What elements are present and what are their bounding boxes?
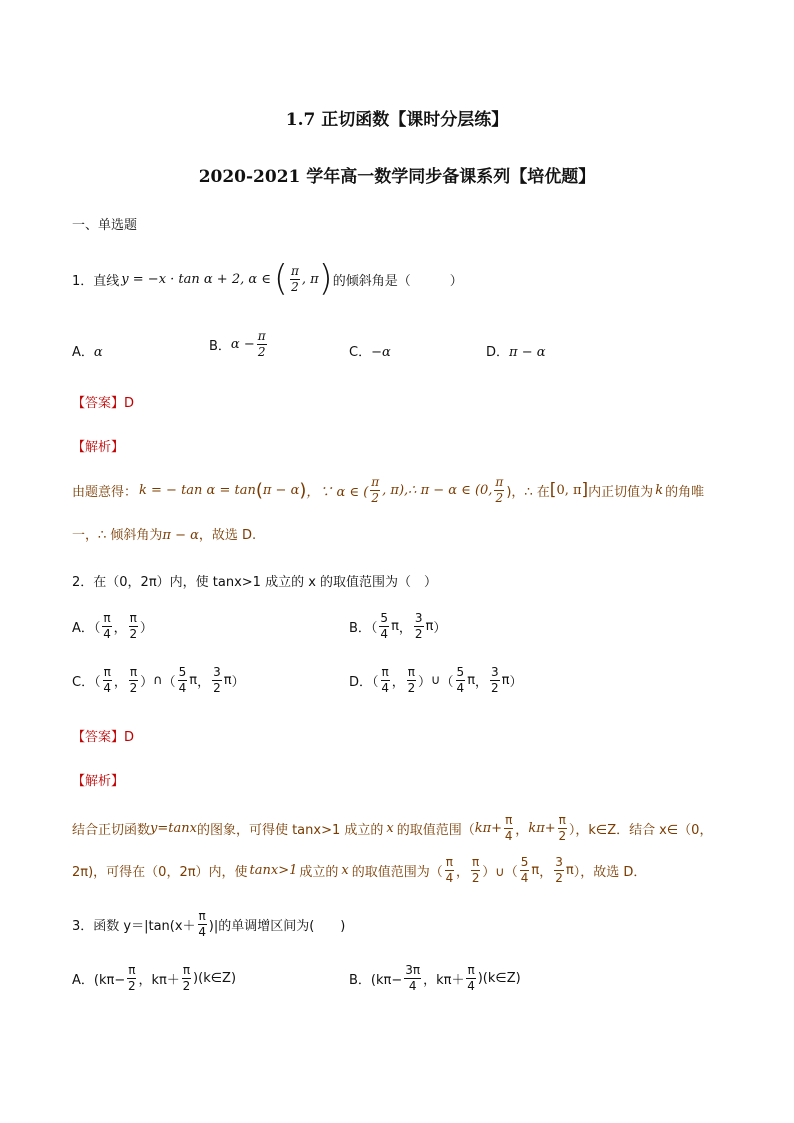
fraction: $\frac{\pi}{2}$ bbox=[471, 855, 480, 885]
option-b-q2[interactable]: B．（ $\frac{5}{4}$ π ， $\frac{3}{2}$ π ） bbox=[349, 611, 447, 641]
fraction: $\frac{3}{2}$ bbox=[213, 665, 221, 695]
option-a[interactable]: A．α bbox=[72, 345, 103, 360]
section-heading: 一、单选题 bbox=[72, 218, 138, 233]
answer-value: D bbox=[124, 730, 135, 745]
answer-label: 【答案】 bbox=[72, 396, 125, 411]
question-3-stem: 3．函数 y＝|tan(x＋ $\frac{\pi}{4}$ )|的单调增区间为( ) bbox=[72, 909, 346, 939]
fraction: $\frac{\pi}{4}$ bbox=[103, 611, 111, 641]
analysis-2-line-1: 结合正切函数 y=tanx 的图象，可得使 tanx>1 成立的 x 的取值范围（ kπ+ $\frac{\pi}{4}$ ， kπ+ $\frac{\pi}{2}$ ）， k∈Z．结合 x∈（0， bbox=[72, 813, 713, 843]
option-d[interactable]: D．π − α bbox=[486, 345, 546, 360]
fraction: $\frac{\pi}{2}$ bbox=[290, 263, 299, 294]
fraction: $\frac{3}{2}$ bbox=[491, 665, 499, 695]
fraction: $\frac{\pi}{2}$ bbox=[257, 329, 266, 359]
fraction: $\frac{5}{4}$ bbox=[520, 855, 529, 885]
answer-2 bbox=[72, 726, 134, 745]
fraction: $\frac{\pi}{2}$ bbox=[129, 665, 138, 695]
fraction: $\frac{\pi}{4}$ bbox=[103, 665, 112, 695]
fraction: $\frac{\pi}{4}$ bbox=[381, 665, 389, 695]
option-a-q3[interactable]: A．(kπ− $\frac{\pi}{2}$ ，kπ＋ $\frac{\pi}{2}$ )(k∈Z) bbox=[72, 963, 237, 993]
fraction: $\frac{5}{4}$ bbox=[456, 665, 465, 695]
fraction: $\frac{\pi}{2}$ bbox=[495, 475, 504, 505]
fraction: $\frac{3}{2}$ bbox=[414, 611, 423, 641]
math-expression: y = −x · tan α + 2, α ∈ bbox=[121, 271, 271, 287]
question-2-stem: 2．在（0，2π）内，使 tanx>1 成立的 x 的取值范围为（ ） bbox=[72, 575, 438, 590]
fraction: $\frac{\pi}{4}$ bbox=[445, 855, 454, 885]
option-d-q2[interactable]: D．（ $\frac{\pi}{4}$ ， $\frac{\pi}{2}$ ） ∪ （ $\frac{5}{4}$ π ， $\frac{3}{2}$ π ） bbox=[349, 665, 523, 695]
analysis-1-line-1: 由题意得： k = − tan α = tan ( π − α ) ，∵ α ∈ ( $\frac{\pi}{2}$ , π),∴ π − α ∈ (0, $\frac{\pi}{2}$ )，∴ 在 [ 0, π ] 内正切值为 k 的角唯 bbox=[72, 475, 705, 505]
fraction: $\frac{\pi}{4}$ bbox=[467, 963, 475, 993]
title-line-1: 1.7 正切函数【课时分层练】 bbox=[285, 110, 509, 130]
option-a-q2[interactable]: A．（ $\frac{\pi}{4}$ ， $\frac{\pi}{2}$ ） bbox=[72, 611, 153, 641]
option-c[interactable]: C．−α bbox=[349, 345, 391, 360]
answer-value: D bbox=[124, 396, 135, 411]
fraction: $\frac{\pi}{2}$ bbox=[371, 475, 380, 505]
title-line-2: 2020-2021 学年高一数学同步备课系列【培优题】 bbox=[198, 167, 596, 187]
answer-label: 【答案】 bbox=[72, 730, 125, 745]
fraction: $\frac{\pi}{2}$ bbox=[182, 963, 191, 993]
fraction: $\frac{\pi}{2}$ bbox=[128, 963, 136, 993]
question-number: 1． bbox=[72, 273, 94, 289]
fraction: $\frac{\pi}{2}$ bbox=[407, 665, 416, 695]
fraction: $\frac{5}{4}$ bbox=[178, 665, 187, 695]
fraction: $\frac{5}{4}$ bbox=[380, 611, 389, 641]
analysis-2-line-2: 2π)，可得在（0，2π）内，使 tanx>1 成立的 x 的取值范围为（ $\frac{\pi}{4}$ ， $\frac{\pi}{2}$ ）∪（ $\frac{5}{4}$ π ， $\frac{3}{2}$ π ），故选 D． bbox=[72, 855, 647, 885]
analysis-label-1: 【解析】 bbox=[72, 440, 125, 455]
fraction: $\frac{3\pi}{4}$ bbox=[405, 963, 421, 993]
fraction: $\frac{\pi}{2}$ bbox=[558, 813, 567, 843]
question-1-stem: 1． 直线 y = −x · tan α + 2, α ∈ ( $\frac{\pi}{2}$ , π ) 的倾斜角是（ ） bbox=[72, 258, 463, 299]
fraction: $\frac{3}{2}$ bbox=[555, 855, 563, 885]
option-b[interactable]: B． α − $\frac{\pi}{2}$ bbox=[209, 329, 266, 359]
analysis-label-2: 【解析】 bbox=[72, 774, 125, 789]
option-b-q3[interactable]: B．(kπ− $\frac{3\pi}{4}$ ，kπ＋ $\frac{\pi}{4}$ )(k∈Z) bbox=[349, 963, 521, 993]
option-c-q2[interactable]: C．（ $\frac{\pi}{4}$ ， $\frac{\pi}{2}$ ） ∩ （ $\frac{5}{4}$ π ， $\frac{3}{2}$ π ） bbox=[72, 665, 245, 695]
answer-1 bbox=[72, 392, 134, 411]
fraction: $\frac{\pi}{4}$ bbox=[198, 909, 206, 939]
fraction: $\frac{\pi}{2}$ bbox=[129, 611, 138, 641]
analysis-1-line-2: 一，∴ 倾斜角为π − α，故选 D. bbox=[72, 528, 257, 543]
fraction: $\frac{\pi}{4}$ bbox=[504, 813, 513, 843]
